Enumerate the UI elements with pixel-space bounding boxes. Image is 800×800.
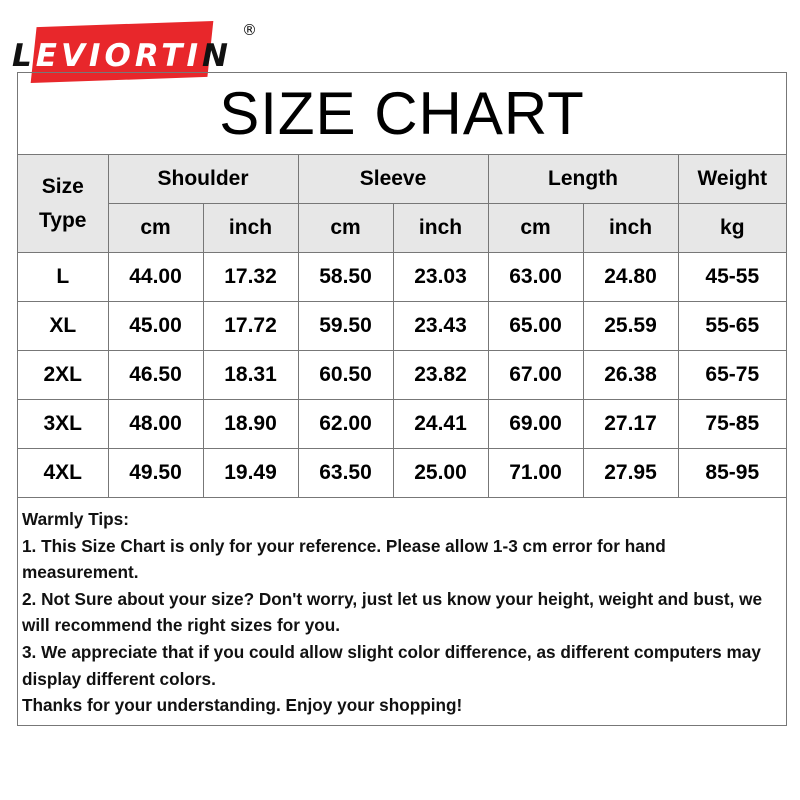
size-cell: 2XL — [18, 351, 108, 400]
value-cell: 65-75 — [678, 351, 786, 400]
unit-header: cm — [298, 204, 393, 253]
tips-heading: Warmly Tips: — [22, 509, 129, 529]
length-header: Length — [488, 155, 678, 204]
value-cell: 27.95 — [583, 449, 678, 498]
value-cell: 25.00 — [393, 449, 488, 498]
value-cell: 23.82 — [393, 351, 488, 400]
size-type-header — [18, 155, 108, 253]
registered-mark: ® — [242, 21, 257, 39]
logo-letters-middle: EVIORTI — [35, 38, 202, 74]
value-cell: 58.50 — [298, 253, 393, 302]
header-row-units — [18, 204, 786, 253]
value-cell: 24.41 — [393, 400, 488, 449]
value-cell: 85-95 — [678, 449, 786, 498]
weight-header: Weight — [678, 155, 786, 204]
value-cell: 17.32 — [203, 253, 298, 302]
value-cell: 60.50 — [298, 351, 393, 400]
value-cell: 59.50 — [298, 302, 393, 351]
tips-section — [18, 498, 786, 719]
value-cell: 63.00 — [488, 253, 583, 302]
logo-wordmark — [12, 38, 252, 74]
table-row — [18, 253, 786, 302]
value-cell: 49.50 — [108, 449, 203, 498]
value-cell: 18.31 — [203, 351, 298, 400]
unit-header: cm — [488, 204, 583, 253]
logo-letter-left: L — [12, 38, 36, 74]
value-cell: 44.00 — [108, 253, 203, 302]
size-cell: XL — [18, 302, 108, 351]
value-cell: 65.00 — [488, 302, 583, 351]
chart-title: SIZE CHART — [18, 73, 786, 155]
value-cell: 62.00 — [298, 400, 393, 449]
unit-header: inch — [583, 204, 678, 253]
value-cell: 27.17 — [583, 400, 678, 449]
value-cell: 71.00 — [488, 449, 583, 498]
value-cell: 48.00 — [108, 400, 203, 449]
value-cell: 46.50 — [108, 351, 203, 400]
value-cell: 69.00 — [488, 400, 583, 449]
sleeve-header: Sleeve — [298, 155, 488, 204]
value-cell: 45-55 — [678, 253, 786, 302]
table-row — [18, 449, 786, 498]
value-cell: 23.43 — [393, 302, 488, 351]
size-cell: 3XL — [18, 400, 108, 449]
value-cell: 26.38 — [583, 351, 678, 400]
tip-line: 2. Not Sure about your size? Don't worry, just let us know your height, weight and bust, we will recommend the right sizes for you. — [22, 588, 763, 636]
tip-line: 1. This Size Chart is only for your reference. Please allow 1-3 cm error for hand measurement. — [22, 535, 666, 583]
tip-line: 3. We appreciate that if you could allow slight color difference, as different computers may display different colors. — [22, 641, 761, 689]
value-cell: 18.90 — [203, 400, 298, 449]
unit-header: inch — [203, 204, 298, 253]
value-cell: 63.50 — [298, 449, 393, 498]
value-cell: 55-65 — [678, 302, 786, 351]
value-cell: 17.72 — [203, 302, 298, 351]
header-row-groups — [18, 155, 786, 204]
size-table — [18, 155, 786, 498]
size-type-label: Size Type — [39, 174, 87, 232]
shoulder-header: Shoulder — [108, 155, 298, 204]
table-row — [18, 302, 786, 351]
unit-header: cm — [108, 204, 203, 253]
unit-header: inch — [393, 204, 488, 253]
value-cell: 24.80 — [583, 253, 678, 302]
logo-letter-right: N — [201, 38, 232, 74]
unit-header: kg — [678, 204, 786, 253]
value-cell: 23.03 — [393, 253, 488, 302]
value-cell: 19.49 — [203, 449, 298, 498]
size-chart — [17, 72, 787, 726]
table-row — [18, 400, 786, 449]
table-row — [18, 351, 786, 400]
tips-closing: Thanks for your understanding. Enjoy your shopping! — [22, 695, 463, 716]
size-cell: L — [18, 253, 108, 302]
value-cell: 45.00 — [108, 302, 203, 351]
size-cell: 4XL — [18, 449, 108, 498]
value-cell: 75-85 — [678, 400, 786, 449]
value-cell: 25.59 — [583, 302, 678, 351]
value-cell: 67.00 — [488, 351, 583, 400]
